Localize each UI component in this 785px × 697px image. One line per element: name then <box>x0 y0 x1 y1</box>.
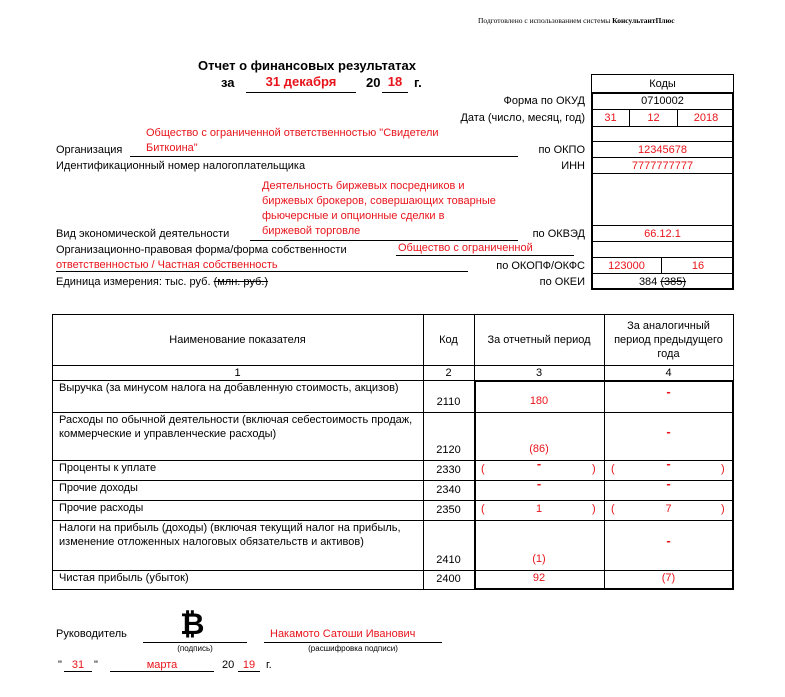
org-label: Организация <box>56 144 123 156</box>
sign-caption: (подпись) <box>177 644 213 653</box>
sign-g: г. <box>266 659 272 671</box>
director-label: Руководитель <box>56 628 127 640</box>
row-code: 2350 <box>436 504 461 516</box>
row-code: 2110 <box>436 396 461 408</box>
okei-struck: (385) <box>660 276 687 288</box>
inn-label: ИНН <box>561 160 585 172</box>
period-year: 18 <box>387 74 403 89</box>
row-name: Прочие расходы <box>59 502 144 514</box>
row-code: 2410 <box>436 554 461 566</box>
activity-label: Вид экономической деятельности <box>56 228 230 240</box>
sign-year: 19 <box>242 659 256 671</box>
okei-code: 384 <box>638 276 658 288</box>
okpo-value: 12345678 <box>638 144 687 156</box>
paren-close: ) <box>721 463 725 475</box>
okei-label: по ОКЕИ <box>539 276 585 288</box>
director-name: Накамото Сатоши Иванович <box>270 628 416 640</box>
inn-value: 7777777777 <box>631 160 694 172</box>
paren-open: ( <box>481 503 485 515</box>
opf-underline1 <box>396 255 574 256</box>
period-g: г. <box>414 75 422 90</box>
row-code: 2330 <box>436 464 461 476</box>
col-number: 3 <box>535 366 543 379</box>
okopf-value: 123000 <box>608 260 645 272</box>
sign-day: 31 <box>71 659 85 671</box>
unit-text: Единица измерения: тыс. руб. <box>56 276 211 288</box>
prepared-note <box>478 16 675 25</box>
period-year-prefix: 20 <box>366 75 381 90</box>
period-date: 31 декабря <box>265 74 337 89</box>
okved-label: по ОКВЭД <box>532 228 585 240</box>
row-current-value: (86) <box>529 443 549 455</box>
codes-title: Коды <box>649 78 676 90</box>
opf-label: Организационно-правовая форма/форма собственности <box>56 244 347 256</box>
name-underline <box>264 642 442 643</box>
row-current-value: - <box>536 476 542 491</box>
activity-underline <box>250 240 518 241</box>
row-name: Чистая прибыль (убыток) <box>59 572 189 584</box>
paren-close: ) <box>721 503 725 515</box>
prepared-text: Подготовлено с использованием системы <box>478 16 611 25</box>
period-date-underline <box>246 92 356 93</box>
activity-line2: биржевых брокеров, совершающих товарные <box>262 195 496 207</box>
quote-open: " <box>58 659 62 671</box>
activity-line4: биржевой торговле <box>262 225 361 237</box>
okfs-value: 16 <box>691 260 705 272</box>
col-current-header: За отчетный период <box>487 333 591 346</box>
row-current-value: 180 <box>529 395 549 407</box>
sign-year-prefix: 20 <box>222 659 235 671</box>
row-name: Проценты к уплате <box>59 462 157 474</box>
okud-label: Форма по ОКУД <box>503 95 585 107</box>
period-year-underline <box>382 92 408 93</box>
org-underline <box>130 156 518 157</box>
date-month: 12 <box>647 112 660 124</box>
org-name-line1: Общество с ограниченной ответственностью "Свидетели <box>146 127 439 139</box>
row-current-value: 1 <box>535 503 543 515</box>
col-number: 2 <box>445 366 452 379</box>
okei-value <box>591 276 734 288</box>
row-previous-value: - <box>666 456 671 471</box>
col-code-header: Код <box>439 333 458 346</box>
activity-line1: Деятельность биржевых посредников и <box>262 180 465 192</box>
row-previous-value: - <box>666 424 671 439</box>
row-previous-value: - <box>666 533 671 548</box>
col-number: 4 <box>665 366 672 379</box>
row-name: Налоги на прибыль (доходы) (включая текущий налог на прибыль, изменение отложенных налоговых обязательств и активов) <box>59 522 401 548</box>
row-name: Выручка (за минусом налога на добавленную стоимость, акцизов) <box>59 382 399 394</box>
opf-value1: Общество с ограниченной <box>398 242 533 254</box>
system-name: КонсультантПлюс <box>612 16 675 25</box>
date-day: 31 <box>604 112 617 124</box>
paren-close: ) <box>592 503 596 515</box>
sign-month: марта <box>146 659 178 671</box>
row-name: Расходы по обычной деятельности (включая себестоимость продаж, коммерческие и управленческие расходы) <box>59 414 413 440</box>
row-code: 2340 <box>436 484 461 496</box>
col-previous-header: За аналогичный период предыдущего года <box>614 319 723 360</box>
unit-struck: (млн. руб.) <box>213 276 269 288</box>
opf-value2: ответственностью / Частная собственность <box>56 259 278 271</box>
row-current-value: 92 <box>532 572 546 584</box>
okud-value: 0710002 <box>641 95 684 107</box>
name-caption: (расшифровка подписи) <box>308 644 398 653</box>
okpo-label: по ОКПО <box>538 144 585 156</box>
sign-underline <box>143 642 247 643</box>
paren-open: ( <box>481 463 485 475</box>
org-name-line2: Биткоина" <box>146 142 198 154</box>
row-previous-value: (7) <box>661 572 676 584</box>
row-previous-value: 7 <box>665 503 672 515</box>
date-year: 2018 <box>693 112 719 124</box>
row-current-value: - <box>536 456 542 471</box>
report-title: Отчет о финансовых результатах <box>198 58 416 73</box>
unit-label <box>56 276 268 288</box>
col-number: 1 <box>234 366 241 379</box>
activity-line3: фьючерсные и опционные сделки в <box>262 210 445 222</box>
row-previous-value: - <box>666 384 671 399</box>
okopf-label: по ОКОПФ/ОКФС <box>496 260 585 272</box>
date-label: Дата (число, месяц, год) <box>460 112 585 124</box>
inn-full-label: Идентификационный номер налогоплательщика <box>56 160 306 172</box>
paren-open: ( <box>611 503 615 515</box>
row-previous-value: - <box>666 476 671 491</box>
quote-close: " <box>94 659 98 671</box>
col-name-header: Наименование показателя <box>169 333 306 346</box>
row-code: 2400 <box>436 573 461 585</box>
paren-close: ) <box>592 463 596 475</box>
row-name: Прочие доходы <box>59 482 138 494</box>
okved-value: 66.12.1 <box>644 228 681 240</box>
row-current-value: (1) <box>532 553 546 565</box>
paren-open: ( <box>611 463 615 475</box>
row-code: 2120 <box>436 444 461 456</box>
period-za: за <box>221 75 235 90</box>
opf-underline2 <box>56 271 468 272</box>
bitcoin-signature-icon: ₿ <box>180 608 205 641</box>
